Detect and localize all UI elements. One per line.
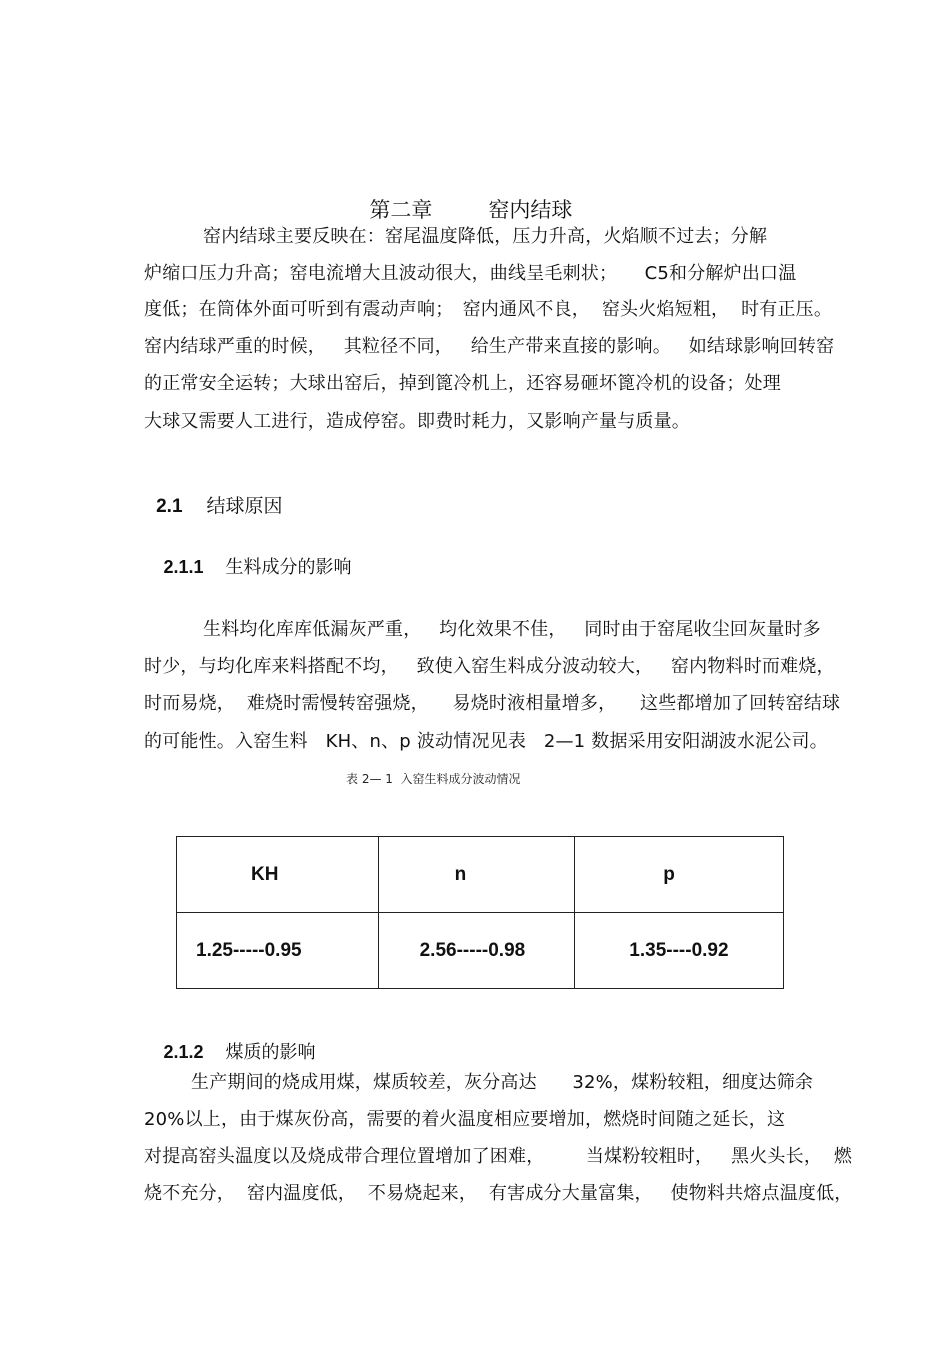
table-header-cell: KH <box>177 837 379 913</box>
paragraph-line: 窑内结球严重的时候， 其粒径不同， 给生产带来直接的影响。 如结球影响回转窑 <box>144 336 835 357</box>
paragraph-line: 对提高窑头温度以及烧成带合理位置增加了困难， 当煤粉较粗时， 黑火头长， 燃 <box>144 1146 853 1167</box>
paragraph-line: 窑内结球主要反映在：窑尾温度降低，压力升高，火焰顺不过去；分解 <box>203 226 768 247</box>
chapter-number: 第二章 <box>369 198 433 222</box>
section-heading <box>144 467 283 520</box>
paragraph-line: 大球又需要人工进行，造成停窑。即费时耗力，又影响产量与质量。 <box>144 411 690 432</box>
paragraph-line: 20%以上，由于煤灰份高，需要的着火温度相应要增加，燃烧时间随之延长，这 <box>144 1109 786 1130</box>
paragraph-line: 烧不充分， 窑内温度低， 不易烧起来， 有害成分大量富集， 使物料共熔点温度低， <box>144 1183 853 1204</box>
table-header-cell: n <box>378 837 575 913</box>
table-cell: 1.35----0.92 <box>575 913 784 989</box>
paragraph-line: 的可能性。入窑生料 KH、n、p 波动情况见表 2—1 数据采用安阳湖波水泥公司。 <box>144 731 828 752</box>
paragraph-line: 的正常安全运转；大球出窑后，掉到篦冷机上，还容易砸坏篦冷机的设备；处理 <box>144 373 781 394</box>
section-title: 结球原因 <box>206 495 283 517</box>
table-header-cell: p <box>575 837 784 913</box>
subsection-title: 煤质的影响 <box>225 1042 316 1063</box>
subsection-heading <box>152 1016 316 1065</box>
table-cell: 1.25-----0.95 <box>177 913 379 989</box>
chapter-title <box>356 168 572 224</box>
table-header-row <box>177 837 784 913</box>
paragraph-line: 度低；在筒体外面可听到有震动声响； 窑内通风不良， 窑头火焰短粗， 时有正压。 <box>144 299 833 320</box>
paragraph-line: 生产期间的烧成用煤，煤质较差，灰分高达 32%，煤粉较粗，细度达筛余 <box>191 1072 814 1093</box>
paragraph-line: 时而易烧， 难烧时需慢转窑强烧， 易烧时液相量增多， 这些都增加了回转窑结球 <box>144 693 841 714</box>
section-number: 2.1 <box>156 496 183 517</box>
subsection-title: 生料成分的影响 <box>225 557 352 578</box>
chapter-title-text: 窑内结球 <box>488 198 573 222</box>
paragraph-line: 时少，与均化库来料搭配不均， 致使入窑生料成分波动较大， 窑内物料时而难烧， <box>144 656 835 677</box>
table-row <box>177 913 784 989</box>
paragraph-line: 生料均化库库低漏灰严重， 均化效果不佳， 同时由于窑尾收尘回灰量时多 <box>203 619 821 640</box>
subsection-number: 2.1.1 <box>163 557 204 577</box>
subsection-number: 2.1.2 <box>163 1042 204 1062</box>
fluctuation-table <box>176 836 784 989</box>
table-caption: 表 2— 1 入窑生料成分波动情况 <box>346 772 521 786</box>
paragraph-line: 炉缩口压力升高；窑电流增大且波动很大，曲线呈毛刺状； C5和分解炉出口温 <box>144 263 797 284</box>
table-cell: 2.56-----0.98 <box>378 913 575 989</box>
subsection-heading <box>152 531 352 580</box>
